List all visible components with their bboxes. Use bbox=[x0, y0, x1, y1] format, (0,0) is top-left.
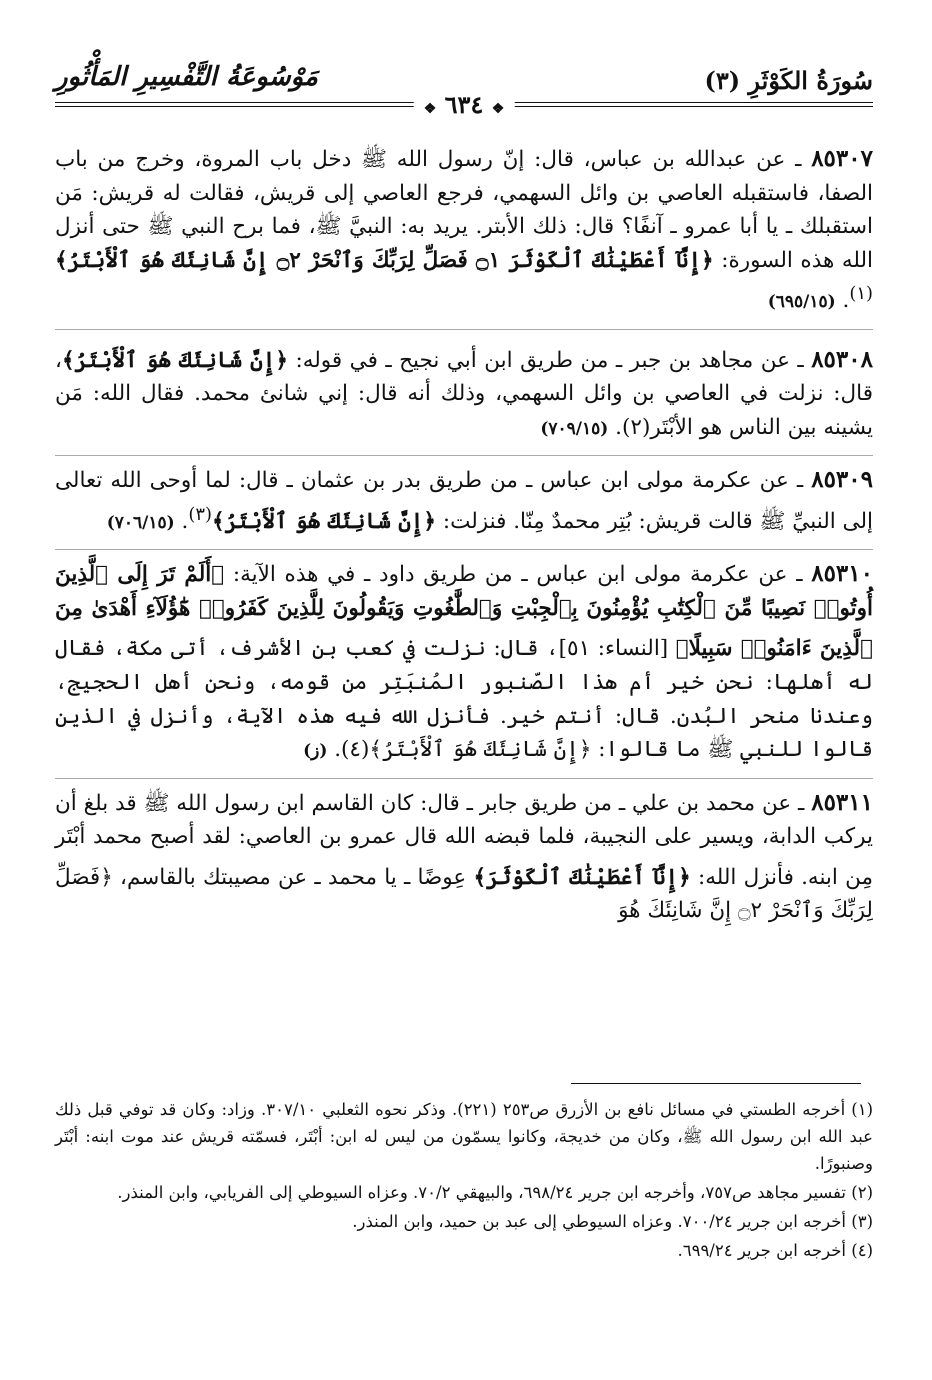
paragraph-85310 bbox=[55, 550, 873, 778]
paragraph-text: ـ عن عبدالله بن عباس، قال: إنّ رسول الله ﷺ دخل باب المروة، وخرج من باب الصفا، فاستقبله العاصي بن وائل السهمي، فرجع العاصي إلى قريش، فقالت له قريش: مَن استقبلك ـ يا أبا عمرو ـ آنفًا؟ قال: ذلك الأبتر. يريد به: النبيَّ ﷺ، فما برح النبي ﷺ حتى أنزل الله هذه السورة: bbox=[55, 147, 874, 273]
volume-reference: (٧٠٦/١٥) bbox=[106, 512, 175, 533]
paragraph-tail: [النساء: ٥١]، قال: نزلت في كعب بن الأشرف، أتى مكة، فقال له أهلها: نحن خير أم هذا الصّنبور المُنبَتِر من قومه، ونحن أهل الحجيج، وعندنا منحر البُدن. قال: أنتم خير. فأنزل الله فيه هذه الآية، وأنزل في الذين قالوا للنبي ﷺ ما قالوا: ﴿إِنَّ شَانِئَكَ هُوَ ٱلْأَبْتَرُ﴾(٤). bbox=[55, 636, 873, 763]
quran-verse: ﴿إِنَّآ أَعْطَيْنَٰكَ ٱلْكَوْثَرَ﴾ bbox=[473, 864, 691, 890]
surah-title: سُورَةُ الكَوْثَرِ (٣) bbox=[704, 66, 873, 95]
paragraph-text: ـ عن محمد بن علي ـ من طريق جابر ـ قال: كان القاسم ابن رسول الله ﷺ قد بلغ أن يركب الدابة، ويسير على النجيبة، فلما قبضه الله قال عمرو بن العاصي: لقد أصبح محمد أبْتَر مِن ابنه. فأنزل الله: bbox=[55, 790, 873, 890]
ornament-icon: ❖ bbox=[491, 101, 505, 117]
athar-number: ٨٥٣٠٨ bbox=[811, 345, 873, 373]
athar-number: ٨٥٣١١ bbox=[811, 788, 873, 816]
paragraph-tail: ، قال: نزلت في العاصي بن وائل السهمي، وذلك أنه قال: إني شانئ محمد. فقال الله: مَن يشينه بين الناس هو الأبْتَر(٢). bbox=[55, 347, 873, 440]
page-number bbox=[414, 90, 515, 119]
volume-reference: (٦٩٥/١٥) bbox=[767, 292, 836, 313]
footnotes bbox=[55, 1096, 873, 1266]
paragraph-tail: . bbox=[174, 508, 189, 534]
paragraph-tail: عِوضًا ـ يا محمد ـ عن مصيبتك بالقاسم، ﴿فَصَلِّ لِرَبِّكَ وَٱنْحَرْ ۝٢ إِنَّ شَانِئَكَ هُوَ bbox=[55, 864, 873, 924]
volume-reference: (ز) bbox=[303, 741, 328, 762]
athar-number: ٨٥٣٠٩ bbox=[811, 466, 873, 494]
paragraph-85308 bbox=[55, 330, 873, 457]
footnote-2: (٢) تفسير مجاهد ص٧٥٧، وأخرجه ابن جرير ٦٩٨/٢٤، والبيهقي ٧٠/٢. وعزاه السيوطي إلى الفريابي، وابن المنذر. bbox=[117, 1183, 873, 1202]
quran-verse: ﴿إِنَّ شَانِئَكَ هُوَ ٱلْأَبْتَرُ﴾ bbox=[61, 347, 288, 373]
paragraph-85307 bbox=[55, 135, 873, 330]
athar-number: ٨٥٣١٠ bbox=[811, 560, 873, 588]
quran-verse: ﴿أَلَمْ تَرَ إِلَى ٱلَّذِينَ أُوتُوا۟ نَصِيبًا مِّنَ ٱلْكِتَٰبِ يُؤْمِنُونَ بِٱلْجِبْتِ وَٱلطَّٰغُوتِ وَيَقُولُونَ لِلَّذِينَ كَفَرُوا۟ هَٰٓؤُلَآءِ أَهْدَىٰ مِنَ ٱلَّذِينَ ءَامَنُوا۟ سَبِيلًا﴾ bbox=[55, 562, 874, 662]
book-title: مَوْسُوعَةُ التَّفْسِيرِ المَأْثُورِ bbox=[55, 62, 318, 92]
volume-reference: (٧٠٩/١٥) bbox=[540, 418, 609, 439]
ornament-icon: ❖ bbox=[423, 101, 437, 117]
paragraph-tail: . bbox=[835, 288, 850, 314]
footnote-3: (٣) أخرجه ابن جرير ٧٠٠/٢٤. وعزاه السيوطي إلى عبد بن حميد، وابن المنذر. bbox=[352, 1212, 873, 1231]
paragraph-85309 bbox=[55, 456, 873, 550]
paragraph-text: ـ عن مجاهد بن جبر ـ من طريق ابن أبي نجيح ـ في قوله: bbox=[287, 347, 804, 373]
footnote-marker: (١) bbox=[849, 283, 873, 304]
quran-verse: ﴿إِنَّآ أَعْطَيْنَٰكَ ٱلْكَوْثَرَ ۝١ فَصَلِّ لِرَبِّكَ وَٱنْحَرْ ۝٢ إِنَّ شَانِئَكَ هُوَ ٱلْأَبْتَرُ﴾ bbox=[55, 247, 714, 273]
paragraph-85311 bbox=[55, 779, 873, 939]
body-text bbox=[55, 135, 873, 939]
footnote-1: (١) أخرجه الطستي في مسائل نافع بن الأزرق ص٢٥٣ (٢٢١). وذكر نحوه الثعلبي ٣٠٧/١٠. وزاد: وكان قد توفي قبل ذلك عبد الله ابن رسول الله ﷺ، وكان من خديجة، وكانوا يسمّون من ليس له ابن: أبْتَر، فسمّته قريش عند موت ابنه: أبْتَر وصنبورًا. bbox=[55, 1100, 874, 1173]
running-header bbox=[55, 58, 873, 118]
paragraph-text: ـ عن عكرمة مولى ابن عباس ـ من طريق بدر بن عثمان ـ قال: لما أوحى الله تعالى إلى النبيِّ ﷺ قالت قريش: بُتِر محمدٌ مِنّا. فنزلت: bbox=[55, 468, 873, 534]
footnote-separator bbox=[571, 1083, 861, 1084]
athar-number: ٨٥٣٠٧ bbox=[811, 145, 873, 172]
footnote-4: (٤) أخرجه ابن جرير ٦٩٩/٢٤. bbox=[677, 1241, 873, 1260]
quran-verse: ﴿إِنَّ شَانِئَكَ هُوَ ٱلْأَبْتَرُ﴾ bbox=[211, 508, 437, 534]
paragraph-text: ـ عن عكرمة مولى ابن عباس ـ من طريق داود ـ في هذه الآية: bbox=[224, 562, 803, 588]
page-number-text: ٦٣٤ bbox=[444, 90, 484, 119]
footnote-marker: (٣) bbox=[188, 503, 212, 525]
